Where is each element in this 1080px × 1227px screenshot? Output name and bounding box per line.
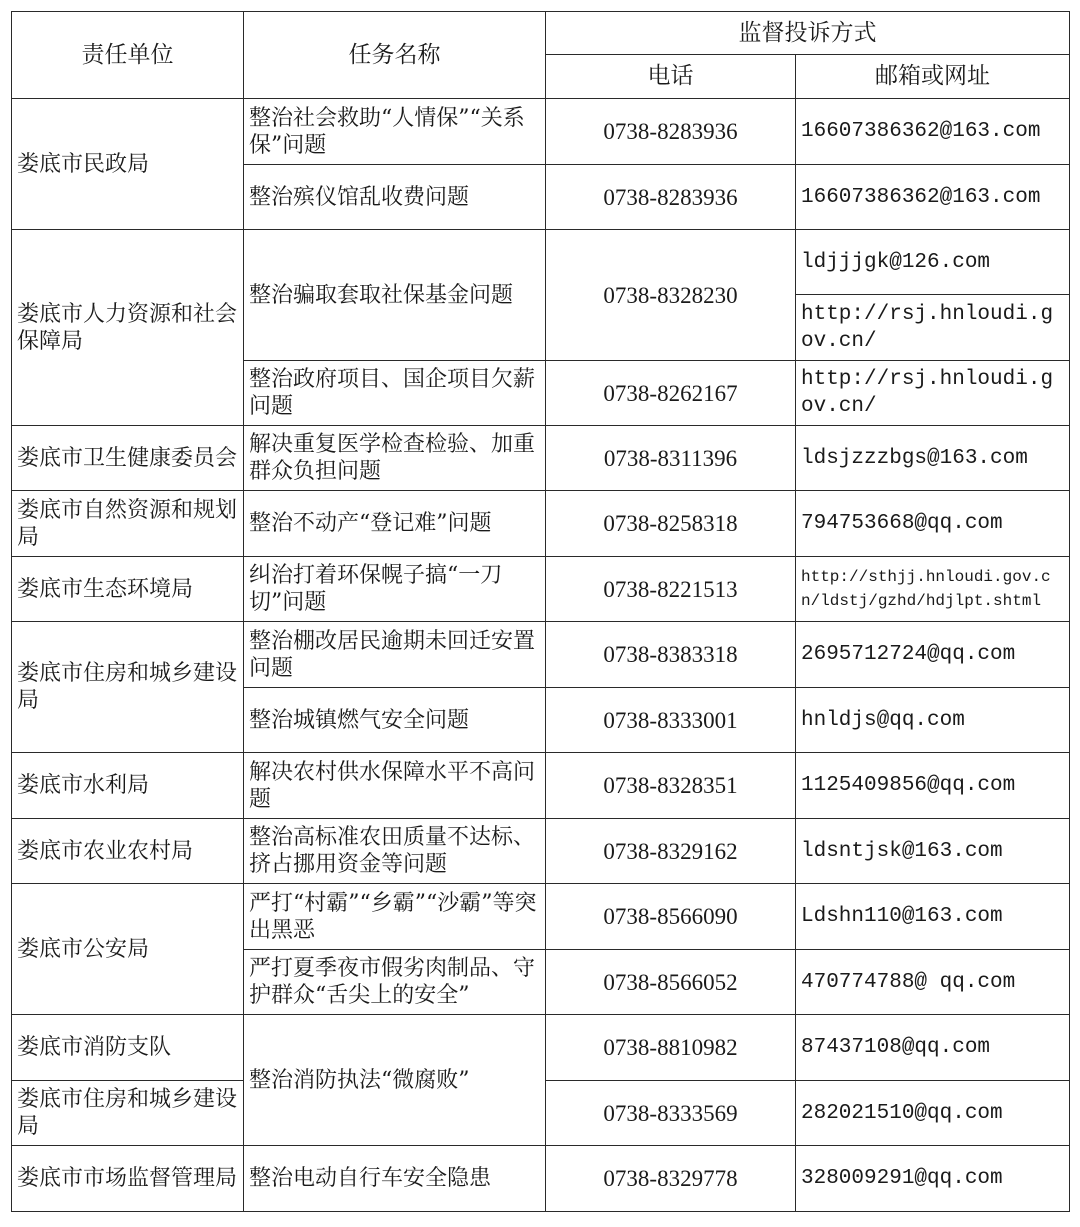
header-unit: 责任单位 (12, 12, 244, 99)
task-cell: 严打夏季夜市假劣肉制品、守护群众“舌尖上的安全” (244, 950, 546, 1015)
unit-cell: 娄底市住房和城乡建设局 (12, 1081, 244, 1146)
email-cell: Ldshn110@163.com (796, 884, 1070, 950)
phone-cell: 0738-8333001 (546, 688, 796, 753)
phone-cell: 0738-8329162 (546, 819, 796, 884)
unit-cell: 娄底市住房和城乡建设局 (12, 622, 244, 753)
task-cell: 解决重复医学检查检验、加重群众负担问题 (244, 426, 546, 491)
phone-cell: 0738-8283936 (546, 99, 796, 165)
task-cell: 整治电动自行车安全隐患 (244, 1146, 546, 1212)
unit-cell: 娄底市市场监督管理局 (12, 1146, 244, 1212)
unit-cell: 娄底市卫生健康委员会 (12, 426, 244, 491)
email-cell: 2695712724@qq.com (796, 622, 1070, 688)
phone-cell: 0738-8810982 (546, 1015, 796, 1081)
table-row (12, 99, 1070, 165)
task-cell: 严打“村霸”“乡霸”“沙霸”等突出黑恶 (244, 884, 546, 950)
task-cell: 整治殡仪馆乱收费问题 (244, 165, 546, 230)
unit-cell: 娄底市人力资源和社会保障局 (12, 230, 244, 426)
email-cell: 282021510@qq.com (796, 1081, 1070, 1146)
url-cell: http://rsj.hnloudi.gov.cn/ (796, 361, 1070, 426)
url-cell: http://rsj.hnloudi.gov.cn/ (796, 295, 1070, 361)
email-cell: ldsjzzzbgs@163.com (796, 426, 1070, 491)
table-row (12, 491, 1070, 557)
table-row (12, 622, 1070, 688)
supervision-table (11, 11, 1070, 1212)
phone-cell: 0738-8311396 (546, 426, 796, 491)
email-cell: 794753668@qq.com (796, 491, 1070, 557)
table-row (12, 884, 1070, 950)
header-row (12, 12, 1070, 55)
task-cell: 整治不动产“登记难”问题 (244, 491, 546, 557)
header-email: 邮箱或网址 (796, 55, 1070, 99)
phone-cell: 0738-8258318 (546, 491, 796, 557)
phone-cell: 0738-8566090 (546, 884, 796, 950)
task-cell: 整治棚改居民逾期未回迁安置问题 (244, 622, 546, 688)
unit-cell: 娄底市农业农村局 (12, 819, 244, 884)
unit-cell: 娄底市生态环境局 (12, 557, 244, 622)
table-row (12, 1015, 1070, 1081)
phone-cell: 0738-8566052 (546, 950, 796, 1015)
email-cell: ldsntjsk@163.com (796, 819, 1070, 884)
unit-cell: 娄底市公安局 (12, 884, 244, 1015)
header-task: 任务名称 (244, 12, 546, 99)
phone-cell: 0738-8328351 (546, 753, 796, 819)
task-cell: 解决农村供水保障水平不高问题 (244, 753, 546, 819)
unit-cell: 娄底市民政局 (12, 99, 244, 230)
phone-cell: 0738-8329778 (546, 1146, 796, 1212)
email-cell: ldjjjgk@126.com (796, 230, 1070, 295)
unit-cell: 娄底市水利局 (12, 753, 244, 819)
task-cell: 纠治打着环保幌子搞“一刀切”问题 (244, 557, 546, 622)
unit-cell: 娄底市自然资源和规划局 (12, 491, 244, 557)
task-cell: 整治城镇燃气安全问题 (244, 688, 546, 753)
header-supervision: 监督投诉方式 (546, 12, 1070, 55)
table-row (12, 819, 1070, 884)
phone-cell: 0738-8328230 (546, 230, 796, 361)
phone-cell: 0738-8383318 (546, 622, 796, 688)
task-cell: 整治消防执法“微腐败” (244, 1015, 546, 1146)
task-cell: 整治高标准农田质量不达标、挤占挪用资金等问题 (244, 819, 546, 884)
email-cell: hnldjs@qq.com (796, 688, 1070, 753)
email-cell: 328009291@qq.com (796, 1146, 1070, 1212)
email-cell: 1125409856@qq.com (796, 753, 1070, 819)
phone-cell: 0738-8262167 (546, 361, 796, 426)
unit-cell: 娄底市消防支队 (12, 1015, 244, 1081)
phone-cell: 0738-8333569 (546, 1081, 796, 1146)
table-row (12, 1146, 1070, 1212)
url-cell: http://sthjj.hnloudi.gov.cn/ldstj/gzhd/hdjlpt.shtml (796, 557, 1070, 622)
phone-cell: 0738-8283936 (546, 165, 796, 230)
task-cell: 整治政府项目、国企项目欠薪问题 (244, 361, 546, 426)
email-cell: 87437108@qq.com (796, 1015, 1070, 1081)
phone-cell: 0738-8221513 (546, 557, 796, 622)
table-row (12, 753, 1070, 819)
table-row (12, 230, 1070, 295)
email-cell: 16607386362@163.com (796, 99, 1070, 165)
task-cell: 整治社会救助“人情保”“关系保”问题 (244, 99, 546, 165)
table-row (12, 557, 1070, 622)
table-row (12, 426, 1070, 491)
header-phone: 电话 (546, 55, 796, 99)
email-cell: 470774788@ qq.com (796, 950, 1070, 1015)
email-cell: 16607386362@163.com (796, 165, 1070, 230)
task-cell: 整治骗取套取社保基金问题 (244, 230, 546, 361)
